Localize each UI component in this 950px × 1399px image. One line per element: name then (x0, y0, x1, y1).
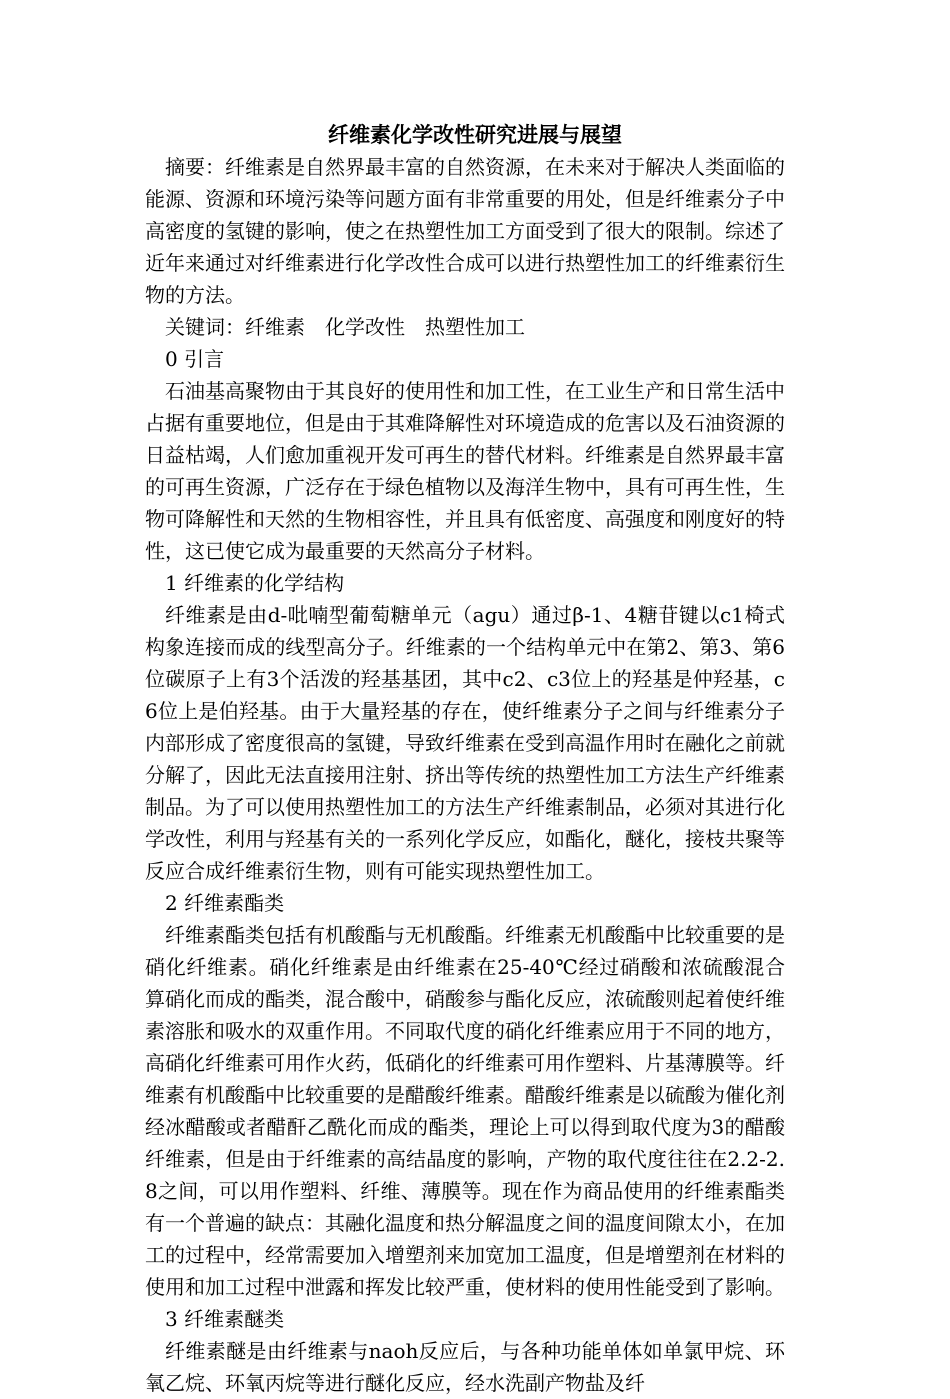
document-page (145, 119, 785, 1399)
section-paragraph-chemical-structure: 纤维素是由d-吡喃型葡萄糖单元（agu）通过β-1、4糖苷键以c1椅式构象连接而成的线型高分子。纤维素的一个结构单元中在第2、第3、第6位碳原子上有3个活泼的羟基基团，其中c2、c3位上的羟基是仲羟基，c6位上是伯羟基。由于大量羟基的存在，使纤维素分子之间与纤维素分子内部形成了密度很高的氢键，导致纤维素在受到高温作用时在融化之前就分解了，因此无法直接用注射、挤出等传统的热塑性加工方法生产纤维素制品。为了可以使用热塑性加工的方法生产纤维素制品，必须对其进行化学改性，利用与羟基有关的一系列化学反应，如酯化，醚化，接枝共聚等反应合成纤维素衍生物，则有可能实现热塑性加工。 (145, 603, 785, 883)
section-heading-cellulose-ethers: 3 纤维素醚类 (165, 1307, 285, 1331)
section-paragraph-introduction: 石油基高聚物由于其良好的使用性和加工性，在工业生产和日常生活中占据有重要地位，但是由于其难降解性对环境造成的危害以及石油资源的日益枯竭，人们愈加重视开发可再生的替代材料。纤维素是自然界最丰富的可再生资源，广泛存在于绿色植物以及海洋生物中，具有可再生性，生物可降解性和天然的生物相容性，并且具有低密度、高强度和刚度好的特性，这已使它成为最重要的天然高分子材料。 (145, 379, 785, 563)
document-title: 纤维素化学改性研究进展与展望 (328, 122, 622, 147)
section-heading-cellulose-esters: 2 纤维素酯类 (165, 891, 285, 915)
section-paragraph-cellulose-ethers: 纤维素醚是由纤维素与naoh反应后，与各种功能单体如单氯甲烷、环氧乙烷、环氧丙烷等进行醚化反应，经水洗副产物盐及纤 (145, 1339, 785, 1395)
abstract-paragraph: 摘要：纤维素是自然界最丰富的自然资源，在未来对于解决人类面临的能源、资源和环境污染等问题方面有非常重要的用处，但是纤维素分子中高密度的氢键的影响，使之在热塑性加工方面受到了很大的限制。综述了近年来通过对纤维素进行化学改性合成可以进行热塑性加工的纤维素衍生物的方法。 (145, 155, 785, 307)
keywords-line: 关键词：纤维素 化学改性 热塑性加工 (165, 315, 525, 339)
section-heading-introduction: 0 引言 (165, 347, 225, 371)
section-paragraph-cellulose-esters: 纤维素酯类包括有机酸酯与无机酸酯。纤维素无机酸酯中比较重要的是硝化纤维素。硝化纤维素是由纤维素在25-40℃经过硝酸和浓硫酸混合算硝化而成的酯类，混合酸中，硝酸参与酯化反应，浓硫酸则起着使纤维素溶胀和吸水的双重作用。不同取代度的硝化纤维素应用于不同的地方，高硝化纤维素可用作火药，低硝化的纤维素可用作塑料、片基薄膜等。纤维素有机酸酯中比较重要的是醋酸纤维素。醋酸纤维素是以硫酸为催化剂经冰醋酸或者醋酐乙酰化而成的酯类，理论上可以得到取代度为3的醋酸纤维素，但是由于纤维素的高结晶度的影响，产物的取代度往往在2.2-2.8之间，可以用作塑料、纤维、薄膜等。现在作为商品使用的纤维素酯类有一个普遍的缺点：其融化温度和热分解温度之间的温度间隙太小，在加工的过程中，经常需要加入增塑剂来加宽加工温度，但是增塑剂在材料的使用和加工过程中泄露和挥发比较严重，使材料的使用性能受到了影响。 (145, 923, 785, 1299)
section-heading-chemical-structure: 1 纤维素的化学结构 (165, 571, 345, 595)
